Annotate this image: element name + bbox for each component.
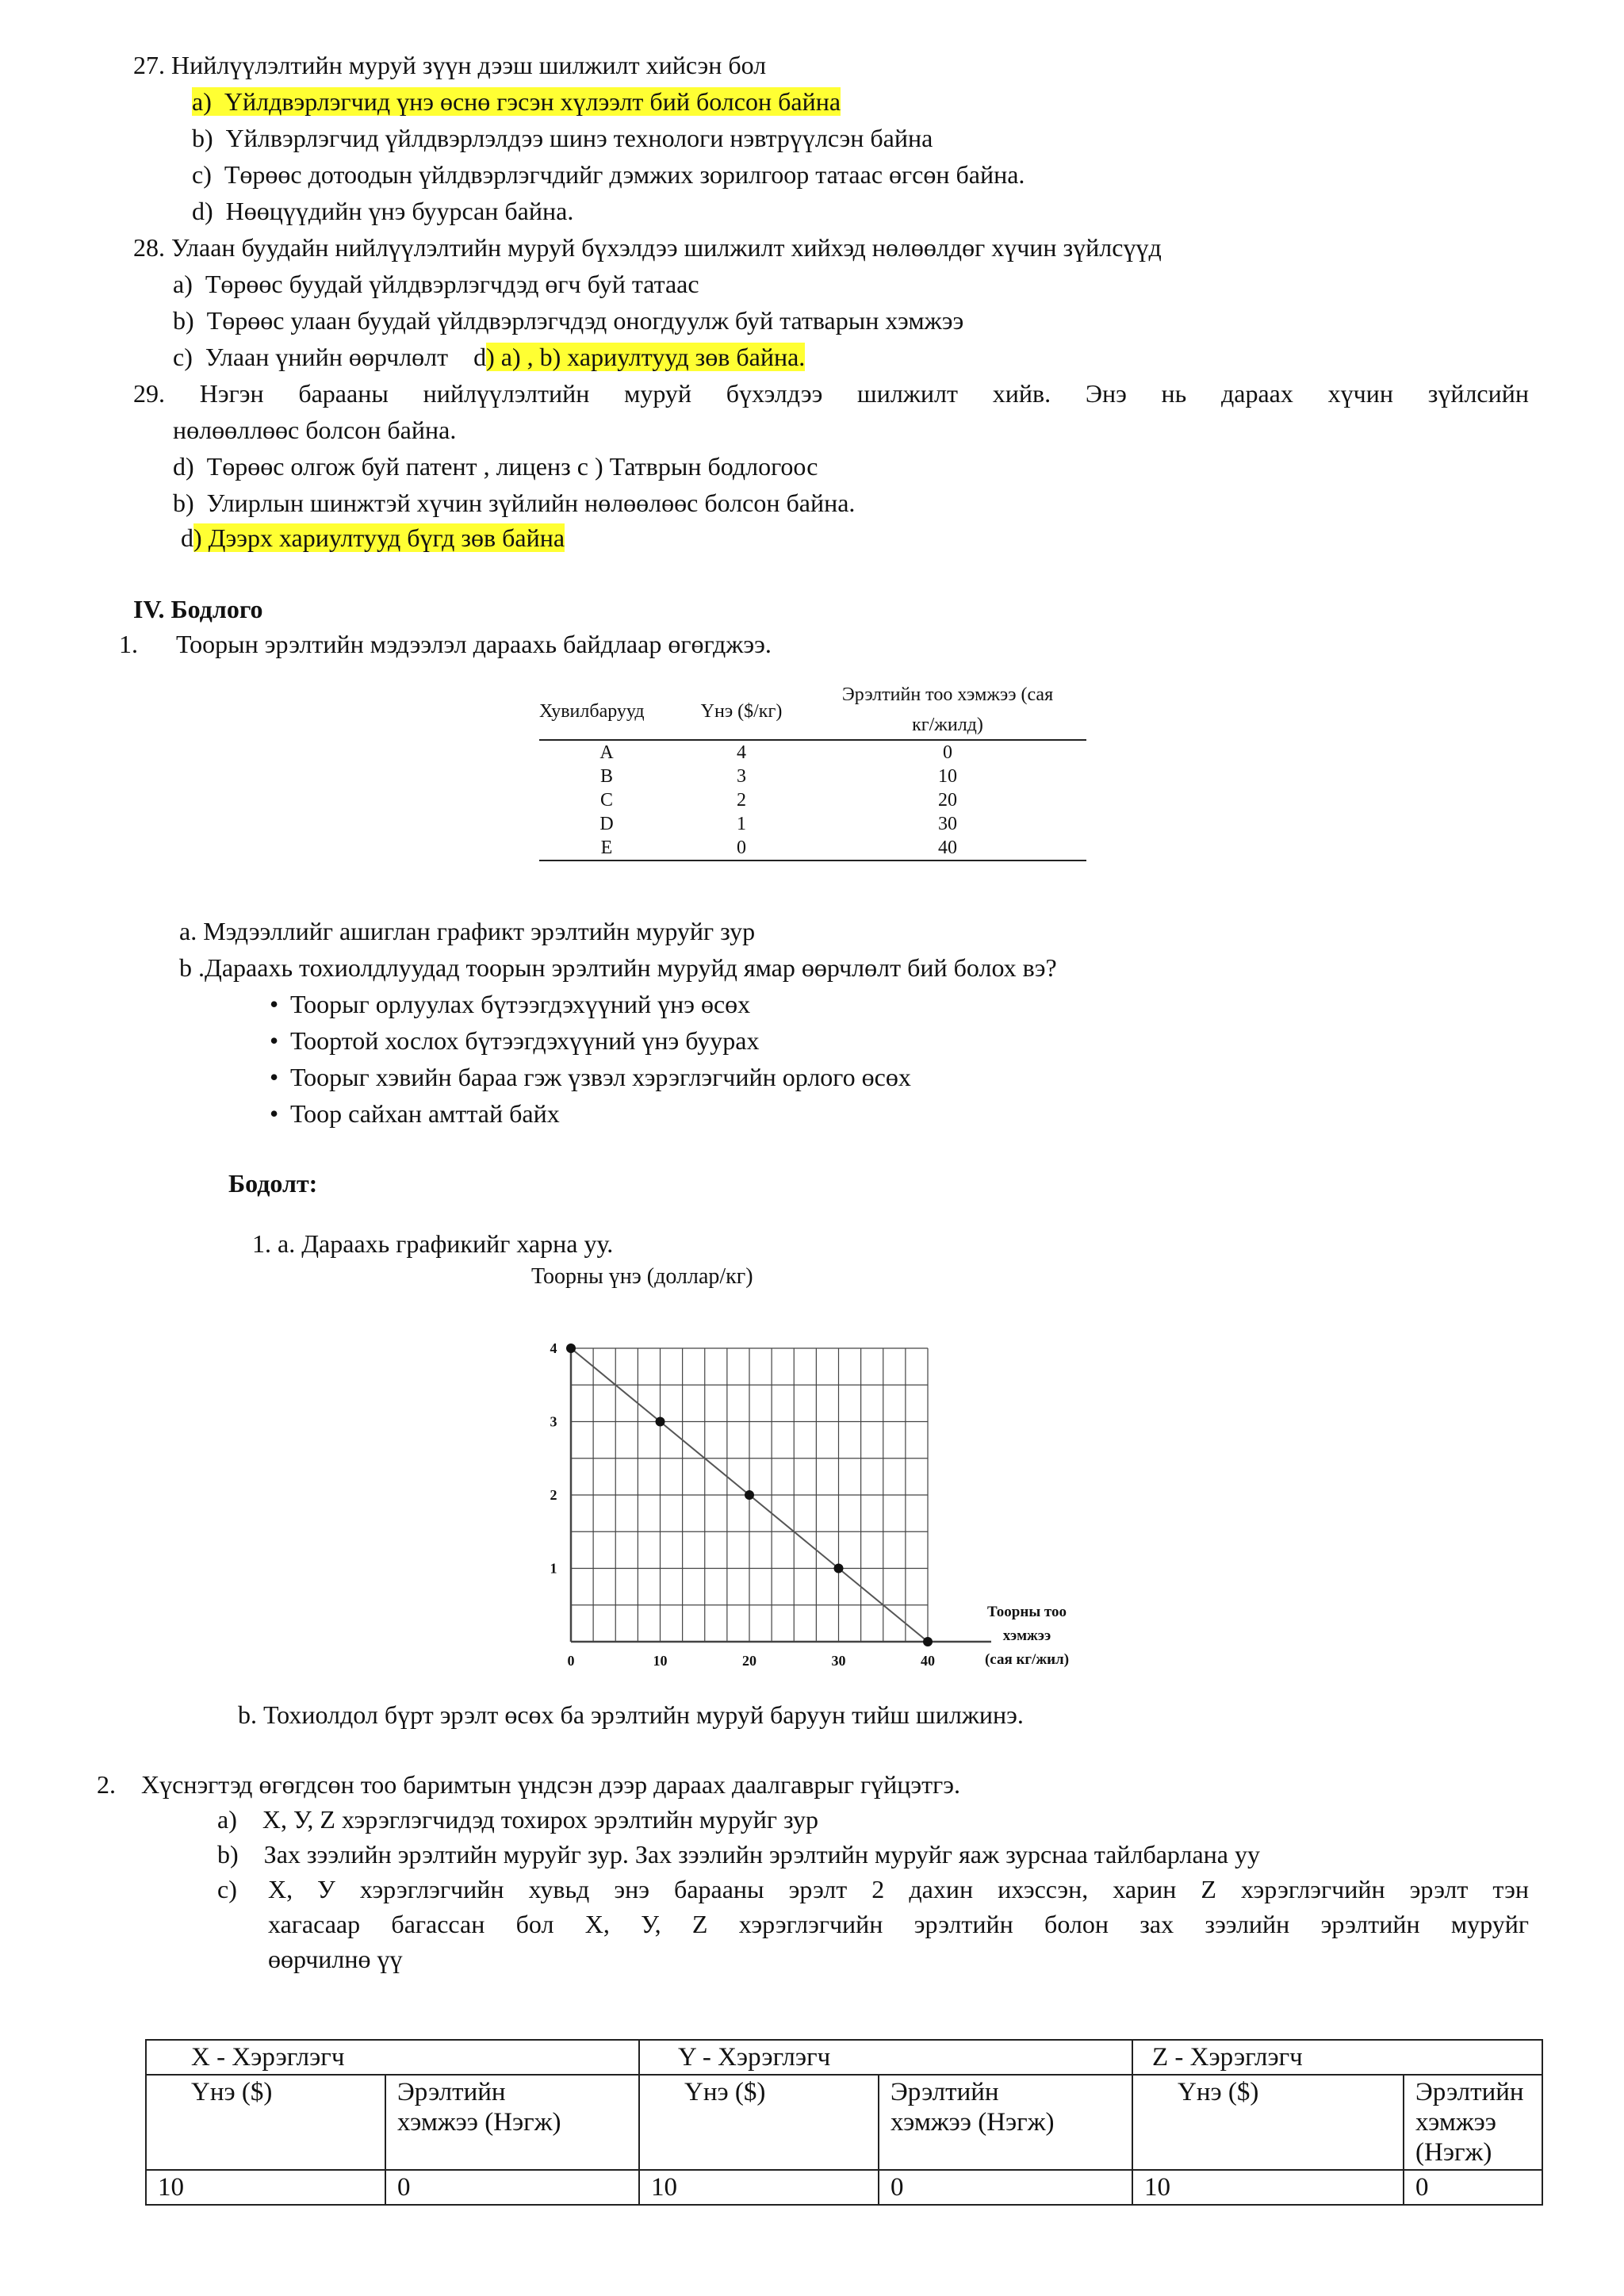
q28-text: Улаан буудайн нийлүүлэлтийн муруй бүхэлдээ шилжилт хийхэд нөлөөлдөг хүчин зүйлсүүд xyxy=(171,233,1162,262)
col-variant: Хувилбарууд xyxy=(539,701,645,722)
solution-title: Бодолт: xyxy=(228,1169,318,1198)
group-x-header: X - Хэрэглэгч xyxy=(146,2040,639,2075)
x-tick-label: 0 xyxy=(567,1653,575,1669)
problem1-part-b: b .Дараахь тохиолдлуудад тоорын эрэлтийн муруйд ямар өөрчлөлт бий болох вэ? xyxy=(179,953,1057,982)
z-qty-header: Эрэлтийн хэмжээ (Нэгж) xyxy=(1404,2075,1542,2170)
peach-demand-table xyxy=(539,684,1086,861)
y-tick-label: 2 xyxy=(550,1487,557,1503)
chart-title: Тоорны үнэ (доллар/кг) xyxy=(531,1264,753,1289)
y-qty-header: Эрэлтийн хэмжээ (Нэгж) xyxy=(879,2075,1132,2170)
q29-option-1: d) Төрөөс олгож буй патент , лиценз c ) Татврын бодлогоос xyxy=(173,452,818,481)
data-point xyxy=(923,1637,933,1646)
q29-stem-line2: нөлөөллөөс болсон байна. xyxy=(173,416,457,444)
bullet-icon: • xyxy=(270,1063,279,1091)
q27-text: Нийлүүлэлтийн муруй зүүн дээш шилжилт хийсэн бол xyxy=(171,51,767,79)
q27-option-d: d) Нөөцүүдийн үнэ буурсан байна. xyxy=(192,197,574,225)
q27-option-b: b) Үйлвэрлэгчид үйлдвэрлэлдээ шинэ технологи нэвтрүүлсэн байна xyxy=(192,124,933,152)
data-point xyxy=(656,1417,665,1427)
q28-option-b: b) Төрөөс улаан буудай үйлдвэрлэгчдэд оногдуулж буй татварын хэмжээ xyxy=(173,306,964,335)
bullet-icon: • xyxy=(270,1026,279,1055)
problem2-item-c-label: c) xyxy=(217,1875,237,1903)
col-price: Үнэ ($/кг) xyxy=(700,701,783,722)
x-qty-header: Эрэлтийн хэмжээ (Нэгж) xyxy=(385,2075,639,2170)
problem2-statement: 2. Хүснэгтэд өгөгдсөн тоо баримтын үндсэн дээр дараах даалгаврыг гүйцэтгэ. xyxy=(97,1770,960,1799)
x-price-header: Үнэ ($) xyxy=(146,2075,385,2170)
demand-chart xyxy=(523,1261,1126,1693)
problem1-part-a: a. Мэдээллийг ашиглан графикт эрэлтийн муруйг зур xyxy=(179,917,756,945)
table-header-row xyxy=(146,2040,1542,2075)
q28-option-a: a) Төрөөс буудай үйлдвэрлэгчдэд өгч буй татаас xyxy=(173,270,699,298)
problem2-item-c-line2: хагасаар багассан бол X, У, Z хэрэглэгчийн эрэлтийн болон зах зээлийн эрэлтийн муруйг xyxy=(268,1910,1529,1938)
q28-option-c: c) Улаан үнийн өөрчлөлт d) a) , b) хариултууд зөв байна. xyxy=(173,343,806,371)
x-tick-label: 10 xyxy=(653,1653,668,1669)
problem2-item-c-line1: X, У хэрэглэгчийн хувьд энэ барааны эрэлт 2 дахин ихэссэн, харин Z хэрэглэгчийн эрэлт тэн xyxy=(268,1875,1530,1903)
q29-option-2: b) Улирлын шинжтэй хүчин зүйлийн нөлөөлөөс болсон байна. xyxy=(173,489,856,517)
solution-step1: 1. а. Дараахь графикийг харна уу. xyxy=(252,1229,614,1258)
x-axis-label: Тоорны тоо xyxy=(986,1604,1067,1620)
demand-chart-svg xyxy=(523,1261,1126,1689)
x-tick-label: 40 xyxy=(921,1653,935,1669)
y-price-header: Үнэ ($) xyxy=(639,2075,879,2170)
x-axis-label: хэмжээ xyxy=(1002,1627,1051,1644)
q27-option-c: c) Төрөөс дотоодын үйлдвэрлэгчдийг дэмжих зорилгоор татаас өгсөн байна. xyxy=(192,160,1025,189)
q27-stem xyxy=(133,49,766,81)
group-y-header: Y - Хэрэглэгч xyxy=(639,2040,1132,2075)
data-point xyxy=(745,1490,754,1500)
problem2-item-c-line3: өөрчилнө үү xyxy=(268,1945,403,1973)
q28-stem xyxy=(133,232,1162,263)
problem1-statement: 1. Тоорын эрэлтийн мэдээлэл дараахь байдлаар өгөгджээ. xyxy=(119,630,772,658)
table-row: B 3 10 xyxy=(599,766,957,787)
q29-number: 29. xyxy=(133,379,165,408)
consumer-demand-table xyxy=(145,2039,1543,2206)
table-row: E 0 40 xyxy=(539,836,1086,861)
bullet-item: • Тоорыг хэвийн бараа гэж үзвэл хэрэглэгчийн орлого өсөх xyxy=(270,1063,911,1091)
table-row: 10 0 10 0 10 0 xyxy=(146,2170,1542,2205)
q29-stem-line1: 29. Нэгэн барааны нийлүүлэлтийн муруй бүхэлдээ шилжилт хийв. Энэ нь дараах хүчин зүйлсийн xyxy=(133,379,1530,408)
bullet-item: • Тоор сайхан амттай байх xyxy=(270,1099,560,1128)
x-axis-label: (сая кг/жил) xyxy=(984,1651,1070,1668)
q27-number: 27. xyxy=(133,51,165,79)
table-subheader-row xyxy=(146,2075,1542,2170)
table-row: A 4 0 xyxy=(599,742,952,763)
problem2-item-b: b) Зах зээлийн эрэлтийн муруйг зур. Зах зээлийн эрэлтийн муруйг яаж зурснаа тайлбарлана уу xyxy=(217,1840,1260,1869)
bullet-icon: • xyxy=(270,990,279,1018)
bullet-item: • Тоорыг орлуулах бүтээгдэхүүний үнэ өсөх xyxy=(270,990,751,1018)
data-point xyxy=(566,1343,576,1353)
q27-option-a: a) Үйлдвэрлэгчид үнэ өснө гэсэн хүлээлт бий болсон байна xyxy=(192,87,841,116)
bullet-item: • Тоортой хослох бүтээгдэхүүний үнэ буурах xyxy=(270,1026,760,1055)
q29-answer-highlight: ) Дээрх хариултууд бүгд зөв байна xyxy=(193,523,565,552)
q28-number: 28. xyxy=(133,233,165,262)
problem2-item-a: a) X, У, Z хэрэглэгчидэд тохирох эрэлтийн муруйг зур xyxy=(217,1805,818,1834)
data-point xyxy=(834,1564,844,1573)
z-price-header: Үнэ ($) xyxy=(1132,2075,1404,2170)
q28-answer-highlight: ) a) , b) хариултууд зөв байна. xyxy=(486,343,806,371)
table-row: C 2 20 xyxy=(599,790,957,811)
y-tick-label: 4 xyxy=(550,1340,557,1356)
y-tick-label: 3 xyxy=(550,1413,557,1430)
y-tick-label: 1 xyxy=(550,1560,557,1577)
col-quantity: Эрэлтийн тоо хэмжээ (сая кг/жилд) xyxy=(841,684,1054,735)
table-row: D 1 30 xyxy=(599,814,957,834)
q29-option-3: d) Дээрх хариултууд бүгд зөв байна xyxy=(181,523,565,552)
bullet-icon: • xyxy=(270,1099,279,1128)
solution-step-b: b. Тохиолдол бүрт эрэлт өсөх ба эрэлтийн муруй баруун тийш шилжинэ. xyxy=(238,1700,1024,1729)
group-z-header: Z - Хэрэглэгч xyxy=(1132,2040,1542,2075)
x-tick-label: 30 xyxy=(831,1653,846,1669)
section-title: IV. Бодлого xyxy=(133,595,263,623)
x-tick-label: 20 xyxy=(742,1653,756,1669)
